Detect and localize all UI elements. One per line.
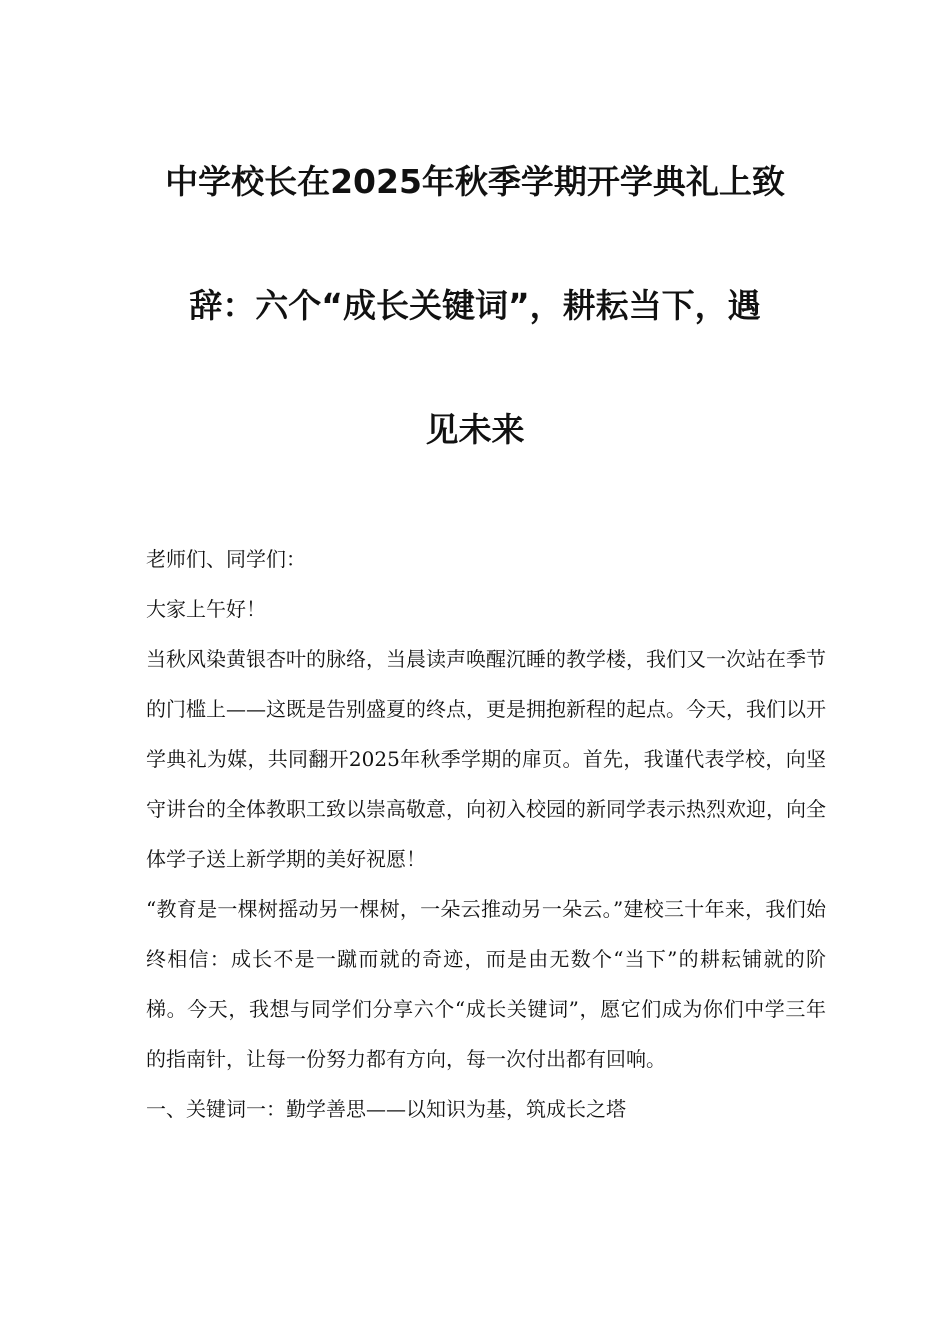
- document-title: [120, 150, 830, 522]
- greeting: 大家上午好！: [146, 597, 266, 621]
- paragraph-quote: “教育是一棵树摇动另一棵树，一朵云推动另一朵云。”建校三十年来，我们始终相信：成长不是一蹴而就的奇迹，而是由无数个“当下”的耕耘铺就的阶梯。今天，我想与同学们分享六个“成长关键词”，愿它们成为你们中学三年的指南针，让每一份努力都有方向，每一次付出都有回响。: [146, 897, 826, 1071]
- title-line: 中学校长在2025年秋季学期开学典礼上致: [165, 162, 785, 201]
- section-heading: 一、关键词一：勤学善思——以知识为基，筑成长之塔: [146, 1097, 626, 1121]
- paragraph-opening: 当秋风染黄银杏叶的脉络，当晨读声唤醒沉睡的教学楼，我们又一次站在季节的门槛上——这既是告别盛夏的终点，更是拥抱新程的起点。今天，我们以开学典礼为媒，共同翻开2025年秋季学期的扉页。首先，我谨代表学校，向坚守讲台的全体教职工致以崇高敬意，向初入校园的新同学表示热烈欢迎，向全体学子送上新学期的美好祝愿！: [146, 647, 826, 871]
- title-line: 辞：六个“成长关键词”，耕耘当下，遇: [189, 286, 761, 325]
- salutation: 老师们、同学们：: [146, 547, 306, 571]
- title-line: 见未来: [425, 410, 525, 449]
- document-body: [146, 534, 826, 1134]
